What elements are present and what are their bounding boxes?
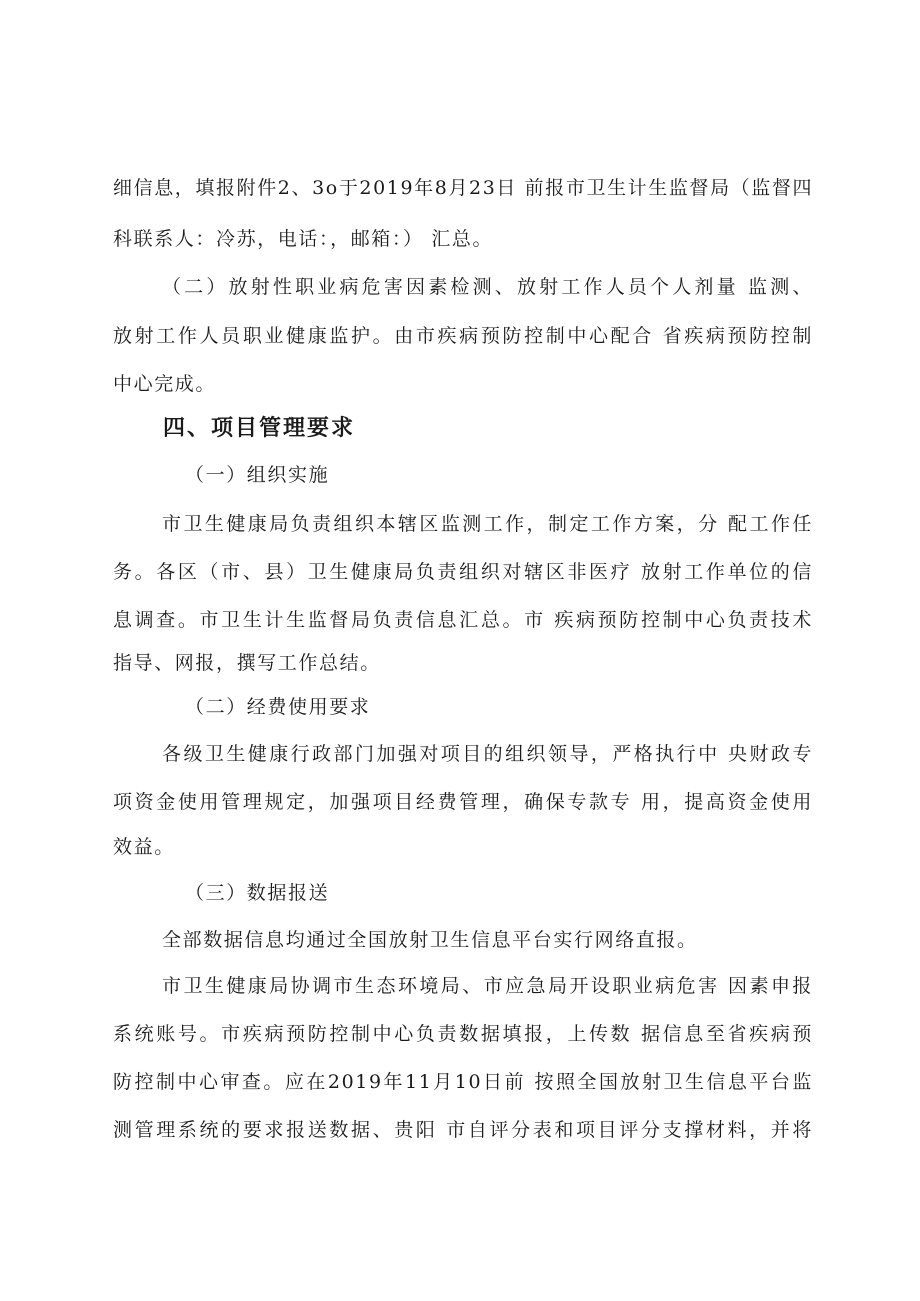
subsection-heading: （三）数据报送 — [185, 882, 330, 904]
body-text-line: 市卫生健康局负责组织本辖区监测工作，制定工作方案，分 配工作任 — [162, 513, 813, 535]
body-text-line: 细信息，填报附件2、3o于2019年8月23日 前报市卫生计生监督局（监督四 — [113, 177, 814, 199]
subsection-heading: （二）经费使用要求 — [185, 696, 371, 718]
body-text-line: 息调查。市卫生计生监督局负责信息汇总。市 疾病预防控制中心负责技术 — [113, 609, 813, 631]
body-text-line: 指导、网报，撰写工作总结。 — [113, 652, 381, 674]
body-text-line: 中心完成。 — [113, 373, 217, 395]
section-heading: 四、项目管理要求 — [163, 416, 356, 441]
body-text-line: 放射工作人员职业健康监护。由市疾病预防控制中心配合 省疾病预防控制 — [113, 325, 813, 347]
body-text-line: 效益。 — [113, 836, 175, 858]
body-text-line: 全部数据信息均通过全国放射卫生信息平台实行网络直报。 — [162, 929, 698, 951]
body-text-line: 市卫生健康局协调市生态环境局、市应急局开设职业病危害 因素申报 — [162, 975, 813, 997]
body-text-line: 测管理系统的要求报送数据、贵阳 市自评分表和项目评分支撑材料，并将 — [113, 1119, 813, 1141]
body-text-line: 各级卫生健康行政部门加强对项目的组织领导，严格执行中 央财政专 — [162, 743, 813, 765]
body-text-line: 防控制中心审查。应在2019年11月10日前 按照全国放射卫生信息平台监 — [113, 1071, 813, 1093]
body-text-line: 科联系人：冷苏，电话：，邮箱：） 汇总。 — [113, 228, 494, 250]
body-text-line: 务。各区（市、县）卫生健康局负责组织对辖区非医疗 放射工作单位的信 — [113, 561, 813, 583]
body-text-line: 系统账号。市疾病预防控制中心负责数据填报，上传数 据信息至省疾病预 — [113, 1023, 813, 1045]
body-text-line: （二）放射性职业病危害因素检测、放射工作人员个人剂量 监测、 — [162, 276, 813, 298]
subsection-heading: （一）组织实施 — [185, 464, 330, 486]
body-text-line: 项资金使用管理规定，加强项目经费管理，确保专款专 用，提高资金使用 — [113, 791, 813, 813]
